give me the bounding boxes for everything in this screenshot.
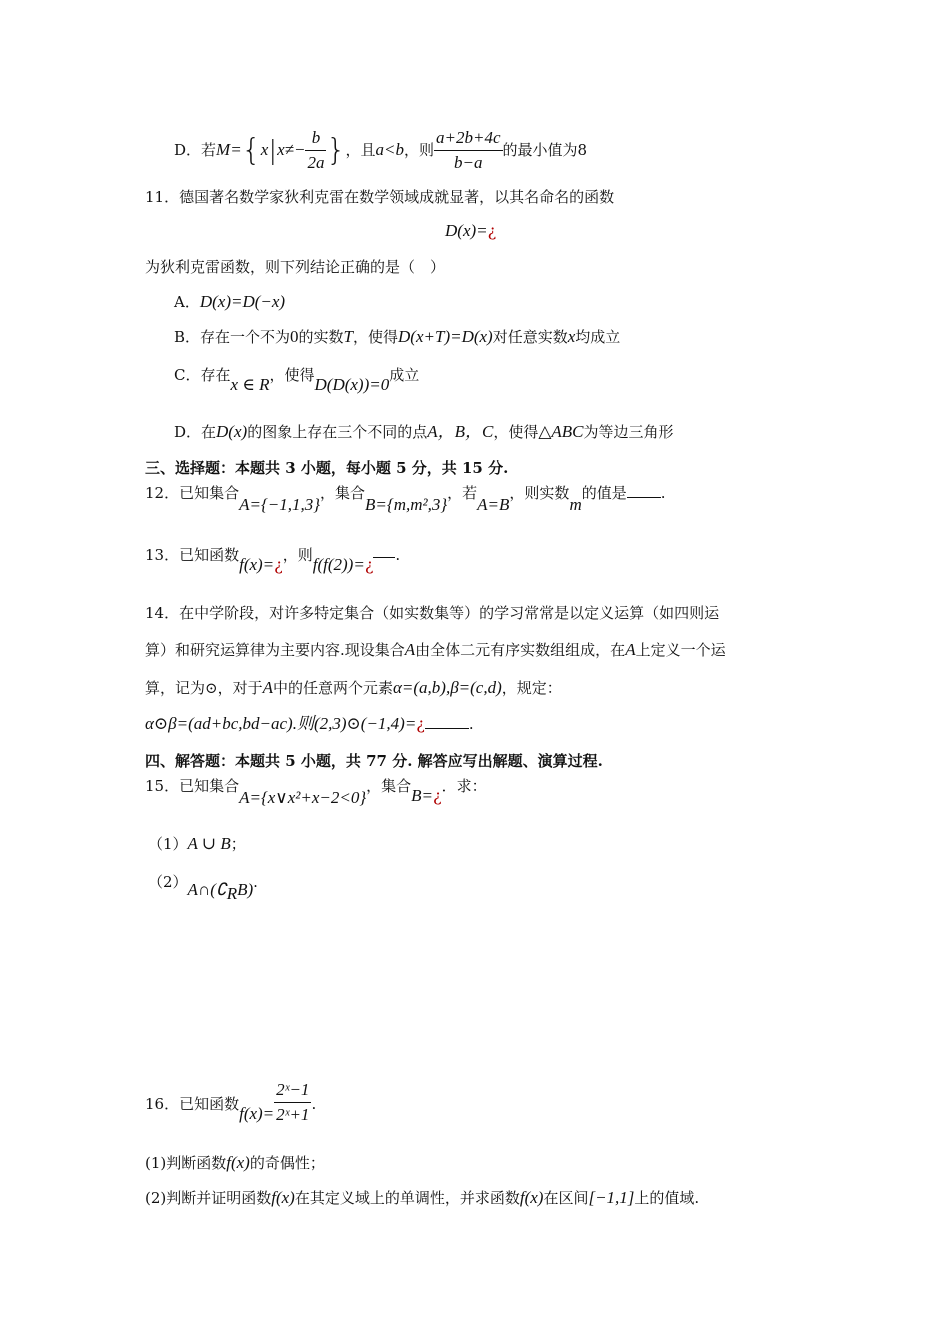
q15-part1 <box>148 834 246 854</box>
q11-option-b <box>174 327 620 347</box>
q14-A-2: A <box>625 640 636 659</box>
q10d-brace-open: { <box>241 132 261 168</box>
q14-end: . <box>468 715 474 733</box>
q12-t1: 12．已知集合 <box>145 484 240 502</box>
q11d-t1: 的图象上存在三个不同的点 <box>247 423 428 441</box>
q13-t2: ，则 <box>282 546 313 564</box>
q11c-t2: 成立 <box>389 366 420 384</box>
q10d-set-lhs: M= <box>216 139 242 159</box>
q16-p1-b: 的奇偶性； <box>249 1154 325 1172</box>
q16-p2-math1: f(x) <box>271 1188 295 1207</box>
q16-f: f(x)= <box>239 1103 275 1123</box>
q10d-frac1-den: 2a <box>307 153 325 173</box>
q10d-frac1-num: b <box>305 128 326 151</box>
q10d-brace-close: } <box>326 132 346 168</box>
q11b-t4: 均成立 <box>575 328 621 346</box>
q13-f: f(x)= <box>239 555 275 574</box>
q11d-pts: A，B，C <box>427 422 494 441</box>
q11b-x: x <box>567 327 576 346</box>
q14-line3-a: 算，记为⊙，对于 <box>145 679 263 697</box>
q15-part2 <box>148 872 258 903</box>
q14-line4 <box>145 714 474 734</box>
q16-p2-b: 在其定义域上的单调性，并求函数 <box>294 1189 520 1207</box>
q11-option-c <box>174 365 420 394</box>
q16-frac-num: 2ˣ−1 <box>274 1080 311 1103</box>
q15-setB: B= <box>411 786 434 805</box>
section-3-title: 三、选择题：本题共 3 小题，每小题 5 分，共 15 分. <box>145 459 509 477</box>
q16-p1-a: (1)判断函数 <box>145 1154 227 1172</box>
q12-m: m <box>569 495 582 514</box>
q10d-frac1 <box>305 128 326 174</box>
q11c-t1: ，使得 <box>269 366 315 384</box>
q15-p1-label: （1） <box>148 835 188 853</box>
q11a-math: D(x)=D(−x) <box>199 292 286 311</box>
q12-t4: ，则实数 <box>509 484 570 502</box>
q14-line1: 14．在中学阶段，对许多特定集合（如实数集等）的学习常常是以定义运算（如四则运 <box>145 604 720 622</box>
q11d-label: D．在 <box>174 423 217 441</box>
q11d-t3: 为等边三角形 <box>583 423 674 441</box>
q11d-tri: △ABC <box>538 422 584 441</box>
q14-A-1: A <box>404 640 416 659</box>
q10d-t1: ，且 <box>345 140 376 159</box>
q11-stem: 11．德国著名数学家狄利克雷在数学领域成就显著，以其名命名的函数 <box>145 188 615 206</box>
q14-line3-b: 中的任意两个元素 <box>272 679 393 697</box>
q11b-t3: 对任意实数 <box>492 328 568 346</box>
q16-p2-a: (2)判断并证明函数 <box>145 1189 272 1207</box>
q16-p2-math2: f(x) <box>519 1188 544 1207</box>
q15-missing-glyph: ¿ <box>433 786 442 805</box>
q11a-label: A． <box>174 293 200 311</box>
q16-t1: 16．已知函数 <box>145 1094 240 1113</box>
q11b-math: D(x+T)=D(x) <box>398 327 493 346</box>
q16-part1 <box>145 1153 325 1173</box>
q15-p2-math2: B) <box>237 880 254 899</box>
q11c-label: C．存在 <box>174 366 231 384</box>
q14-line3 <box>145 678 562 698</box>
q15-t2: ，集合 <box>366 777 412 795</box>
q15-p2-sub: R <box>226 884 238 903</box>
q11-option-d <box>174 422 674 442</box>
q14-line2 <box>145 640 726 660</box>
q12-eq: A=B <box>477 495 510 514</box>
q12-t3: ，若 <box>447 484 478 502</box>
q11-display-formula <box>445 221 496 241</box>
q10d-set-body: x <box>260 139 269 159</box>
q16-p2-c: 在区间 <box>543 1189 589 1207</box>
q14-line3-math: α=(a,b),β=(c,d) <box>392 678 502 697</box>
q11b-t2: ，使得 <box>353 328 399 346</box>
q12-t5: 的值是 <box>581 484 627 502</box>
q14-line2-a: 算）和研究运算律为主要内容.现设集合 <box>145 641 405 659</box>
q15-p1-end: ； <box>230 835 246 853</box>
q15 <box>145 776 487 807</box>
q11d-math: D(x) <box>216 422 248 441</box>
q15-p1-math: A ∪ B <box>187 834 231 853</box>
q13-ff: f(f(2))= <box>312 555 365 574</box>
q16-frac-den: 2ˣ+1 <box>276 1105 310 1125</box>
q13-answer-blank[interactable] <box>373 543 395 558</box>
q16-p2-d: 上的值域. <box>634 1189 700 1207</box>
q14-line4-math: α⊙β=(ad+bc,bd−ac).则(2,3)⊙(−1,4)= <box>145 714 417 733</box>
q13 <box>145 545 401 574</box>
q13-end: . <box>395 546 401 564</box>
q13-missing-glyph-1: ¿ <box>274 555 283 574</box>
q11c-math2: D(D(x))=0 <box>314 375 390 394</box>
q15-p2-end: . <box>253 873 258 891</box>
q11-stem2: 为狄利克雷函数，则下列结论正确的是（ ） <box>145 258 446 276</box>
q12-answer-blank[interactable] <box>627 483 661 498</box>
q15-t3: ．求： <box>441 777 487 795</box>
q15-setA: A={x∨x²+x−2<0} <box>239 788 367 807</box>
q14-answer-blank[interactable] <box>425 714 469 729</box>
section-4-title: 四、解答题：本题共 5 小题，共 77 分. 解答应写出解题、演算过程. <box>145 752 603 770</box>
q10d-cond: x≠− <box>277 139 306 159</box>
q11b-label: B．存在一个不为 <box>174 328 291 346</box>
q14-line2-b: 由全体二元有序实数组组成，在 <box>415 641 626 659</box>
q10d-ineq: a<b <box>375 139 405 159</box>
q12-setB: B={m,m²,3} <box>365 495 448 514</box>
q16-p2-interval: [−1,1] <box>588 1188 635 1207</box>
q12-t2: ，集合 <box>320 484 366 502</box>
q11c-math1: x ∈ R <box>230 375 270 394</box>
q10d-frac2-num: a+2b+4c <box>434 128 503 151</box>
q10d-bar: | <box>268 135 278 166</box>
q10d-frac2-den: b−a <box>454 153 483 173</box>
q11-option-a <box>174 292 285 312</box>
q15-t1: 15．已知集合 <box>145 777 240 795</box>
q12-end: . <box>660 484 666 502</box>
q16-part2 <box>145 1188 699 1208</box>
q10d-label: D．若 <box>174 140 217 159</box>
q14-A-3: A <box>262 678 273 697</box>
q14-missing-glyph: ¿ <box>416 714 425 733</box>
q15-p2-math: A∩(∁ <box>187 880 227 899</box>
q10d-frac2 <box>434 128 503 174</box>
q16-p1-math: f(x) <box>226 1153 250 1172</box>
q13-missing-glyph-2: ¿ <box>364 555 374 574</box>
q11-missing-glyph: ¿ <box>487 221 497 240</box>
q10-option-d <box>174 128 587 174</box>
q16-frac <box>274 1080 311 1126</box>
q12-setA: A={−1,1,3} <box>239 495 321 514</box>
q11d-t2: ，使得 <box>493 423 539 441</box>
q12 <box>145 483 666 514</box>
q15-p2-label: （2） <box>148 873 188 891</box>
q13-t1: 13．已知函数 <box>145 546 240 564</box>
q16-end: . <box>311 1094 317 1113</box>
q16 <box>145 1082 316 1128</box>
q11-formula: D(x)= <box>445 221 488 240</box>
q14-line3-c: ，规定： <box>501 679 562 697</box>
q10d-t2: ，则 <box>404 140 435 159</box>
q10d-t3: 的最小值为8 <box>502 140 588 159</box>
q11b-T: T <box>343 327 354 346</box>
q11b-zero: 0 <box>290 327 299 346</box>
q14-line2-c: 上定义一个运 <box>635 641 726 659</box>
q11b-t1: 的实数 <box>298 328 344 346</box>
